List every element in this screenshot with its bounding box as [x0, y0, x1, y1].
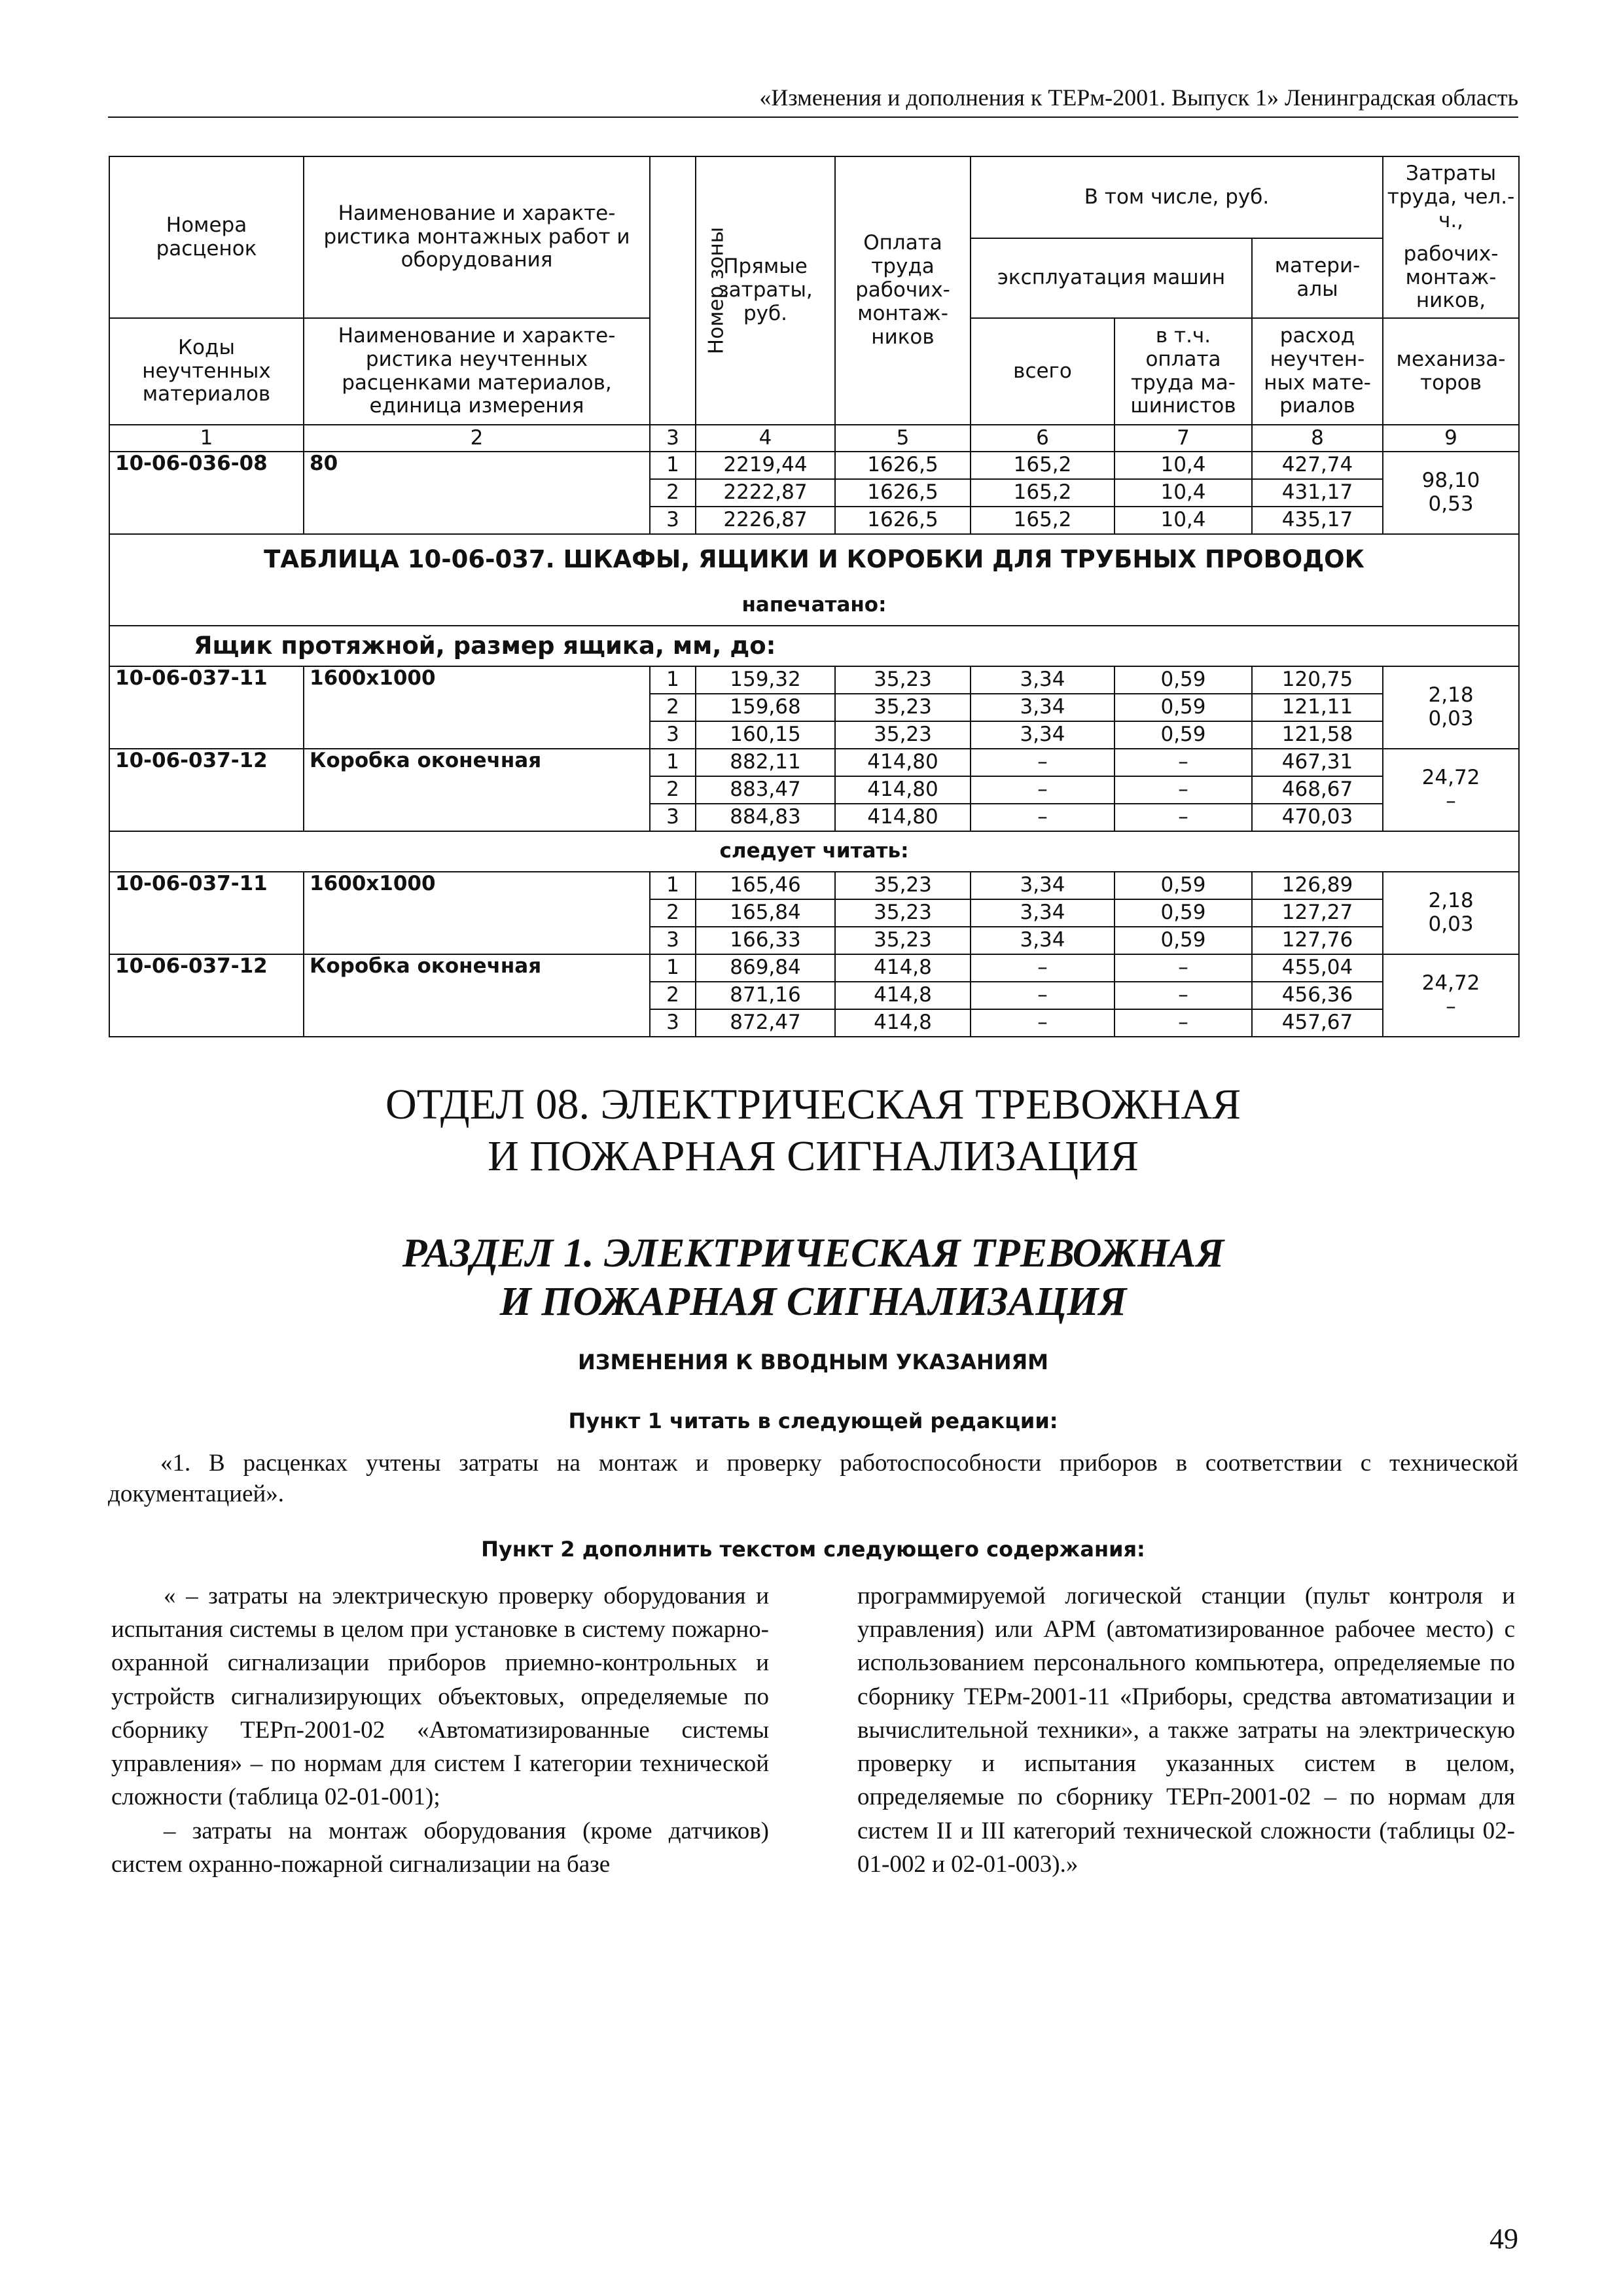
th-machinist-pay: в т.ч. оплата труда ма-шинистов	[1115, 318, 1252, 425]
machinist-pay: 10,4	[1115, 479, 1252, 507]
materials: 470,03	[1252, 804, 1383, 831]
materials: 457,67	[1252, 1009, 1383, 1037]
labor-pay: 414,8	[835, 982, 971, 1009]
box-label-row	[109, 626, 1519, 666]
direct-cost: 871,16	[696, 982, 835, 1009]
th-work-name: Наименование и характе-ристика монтажных работ и оборудования	[304, 156, 650, 318]
direct-cost: 165,84	[696, 899, 835, 927]
th-labor-pay: Оплата труда рабочих-монтаж-ников	[835, 156, 971, 425]
labor-installers: 2,18	[1428, 889, 1474, 913]
zone: 3	[650, 1009, 696, 1037]
direct-cost: 883,47	[696, 776, 835, 804]
labor-costs	[1383, 954, 1519, 1037]
labor-pay: 414,80	[835, 776, 971, 804]
labor-pay: 35,23	[835, 927, 971, 954]
th-labor-costs-top: Затраты труда, чел.-ч.,	[1383, 156, 1519, 238]
point1-text: «1. В расценках учтены затраты на монтаж и проверку работоспособности приборов в соответствии с технической документацией».	[108, 1450, 1518, 1508]
direct-cost: 159,68	[696, 694, 835, 721]
zone: 3	[650, 507, 696, 534]
section-title-line1: РАЗДЕЛ 1. ЭЛЕКТРИЧЕСКАЯ ТРЕВОЖНАЯ	[402, 1231, 1224, 1276]
materials: 431,17	[1252, 479, 1383, 507]
machines-total: –	[971, 776, 1115, 804]
labor-installers: 24,72	[1421, 971, 1480, 996]
labor-pay: 1626,5	[835, 507, 971, 534]
th-machine-operation: эксплуатация машин	[971, 238, 1252, 318]
direct-cost: 165,46	[696, 872, 835, 899]
direct-cost: 869,84	[696, 954, 835, 982]
machinist-pay: 0,59	[1115, 899, 1252, 927]
rate-code: 10-06-036-08	[109, 452, 304, 534]
text-column-right	[857, 1579, 1515, 1881]
department-title-line2: И ПОЖАРНАЯ СИГНАЛИЗАЦИЯ	[488, 1132, 1139, 1181]
direct-cost: 884,83	[696, 804, 835, 831]
labor-costs	[1383, 452, 1519, 534]
materials: 467,31	[1252, 749, 1383, 776]
materials: 455,04	[1252, 954, 1383, 982]
col-number: 6	[971, 425, 1115, 452]
direct-cost: 2222,87	[696, 479, 835, 507]
rate-code: 10-06-037-12	[109, 954, 304, 1037]
labor-pay: 35,23	[835, 872, 971, 899]
rate-name: 80	[304, 452, 650, 534]
machines-total: 165,2	[971, 507, 1115, 534]
materials: 121,58	[1252, 721, 1383, 749]
col-number: 3	[650, 425, 696, 452]
machinist-pay: 10,4	[1115, 452, 1252, 479]
labor-costs	[1383, 749, 1519, 831]
labor-mechanics: 0,03	[1428, 707, 1474, 730]
zone: 1	[650, 452, 696, 479]
direct-cost: 166,33	[696, 927, 835, 954]
direct-cost: 882,11	[696, 749, 835, 776]
col-number: 9	[1383, 425, 1519, 452]
machinist-pay: –	[1115, 982, 1252, 1009]
machinist-pay: 0,59	[1115, 666, 1252, 694]
table-row	[109, 954, 1519, 982]
labor-pay: 1626,5	[835, 452, 971, 479]
direct-cost: 160,15	[696, 721, 835, 749]
machines-total: 3,34	[971, 721, 1115, 749]
table-row	[109, 749, 1519, 776]
machines-total: –	[971, 982, 1115, 1009]
col-number: 1	[109, 425, 304, 452]
machinist-pay: –	[1115, 749, 1252, 776]
paragraph: программируемой логической станции (пульт контроля и управления) или АРМ (автоматизированное рабочее место) с использованием персонального компьютера, определяемые по сборнику ТЕРм-2001-11 «Приборы, средства автоматизации и вычислительной техники», а также затраты на электрическую проверку и испытания указанных систем в целом, определяемые по сборнику ТЕРп-2001-02 – по нормам для систем II и III категорий технической сложности (таблицы 02-01-002 и 02-01-003).»	[857, 1583, 1515, 1878]
zone: 1	[650, 954, 696, 982]
materials: 468,67	[1252, 776, 1383, 804]
labor-mechanics: 0,53	[1428, 492, 1474, 516]
changes-heading: ИЗМЕНЕНИЯ К ВВОДНЫМ УКАЗАНИЯМ	[577, 1350, 1049, 1374]
zone: 2	[650, 479, 696, 507]
zone: 1	[650, 666, 696, 694]
materials: 456,36	[1252, 982, 1383, 1009]
table-title-row	[109, 534, 1519, 585]
labor-costs	[1383, 872, 1519, 954]
point1-heading: Пункт 1 читать в следующей редакции:	[568, 1408, 1058, 1433]
page-number: 49	[1489, 2223, 1518, 2255]
text-column-left	[111, 1579, 769, 1881]
paragraph: « – затраты на электрическую проверку оборудования и испытания системы в целом при установке в систему пожарно-охранной сигнализации приборов приемно-контрольных и устройств сигнализирующих объектовых, определяемые по сборнику ТЕРп-2001-02 «Автоматизированные системы управления» – по нормам для систем I категории технической сложности (таблица 02-01-001);	[111, 1583, 769, 1811]
machines-total: 165,2	[971, 452, 1115, 479]
machines-total: –	[971, 749, 1115, 776]
box-label: Ящик протяжной, размер ящика, мм, до:	[109, 626, 1519, 666]
direct-cost: 872,47	[696, 1009, 835, 1037]
zone: 1	[650, 749, 696, 776]
labor-pay: 414,8	[835, 954, 971, 982]
direct-cost: 159,32	[696, 666, 835, 694]
machines-total: –	[971, 1009, 1115, 1037]
zone: 1	[650, 872, 696, 899]
rate-name: Коробка оконечная	[304, 749, 650, 831]
labor-mechanics: –	[1446, 995, 1456, 1018]
zone: 2	[650, 694, 696, 721]
labor-pay: 35,23	[835, 666, 971, 694]
printed-label-row	[109, 585, 1519, 626]
th-total: всего	[971, 318, 1115, 425]
machines-total: 3,34	[971, 899, 1115, 927]
machines-total: 3,34	[971, 872, 1115, 899]
materials: 435,17	[1252, 507, 1383, 534]
machinist-pay: –	[1115, 804, 1252, 831]
department-title-line1: ОТДЕЛ 08. ЭЛЕКТРИЧЕСКАЯ ТРЕВОЖНАЯ	[385, 1081, 1241, 1128]
th-workers-installers: рабочих-монтаж-ников,	[1383, 238, 1519, 318]
th-including: В том числе, руб.	[971, 156, 1383, 238]
col-number: 5	[835, 425, 971, 452]
th-material-codes: Коды неучтенных материалов	[109, 318, 304, 425]
should-read-label: следует читать:	[109, 831, 1519, 872]
machinist-pay: 10,4	[1115, 507, 1252, 534]
table-row	[109, 872, 1519, 899]
should-read-row	[109, 831, 1519, 872]
machines-total: 3,34	[971, 666, 1115, 694]
col-number: 8	[1252, 425, 1383, 452]
machinist-pay: 0,59	[1115, 927, 1252, 954]
zone: 3	[650, 927, 696, 954]
th-unaccounted-consumption: расход неучтен-ных мате-риалов	[1252, 318, 1383, 425]
rate-name: 1600х1000	[304, 666, 650, 749]
zone: 3	[650, 721, 696, 749]
paragraph: – затраты на монтаж оборудования (кроме датчиков) систем охранно-пожарной сигнализации на базе	[111, 1817, 769, 1878]
th-unaccounted-name: Наименование и характе-ристика неучтенных расценками материалов, единица измерения	[304, 318, 650, 425]
col-number: 7	[1115, 425, 1252, 452]
labor-pay: 35,23	[835, 721, 971, 749]
rate-code: 10-06-037-11	[109, 872, 304, 954]
materials: 120,75	[1252, 666, 1383, 694]
labor-costs	[1383, 666, 1519, 749]
machinist-pay: 0,59	[1115, 872, 1252, 899]
col-number: 2	[304, 425, 650, 452]
machinist-pay: 0,59	[1115, 721, 1252, 749]
materials: 126,89	[1252, 872, 1383, 899]
zone: 2	[650, 982, 696, 1009]
section-title-line2: И ПОЖАРНАЯ СИГНАЛИЗАЦИЯ	[499, 1280, 1127, 1325]
th-direct-costs: Прямые затраты, руб.	[696, 156, 835, 425]
labor-pay: 35,23	[835, 899, 971, 927]
section-title	[108, 1229, 1518, 1327]
zone: 2	[650, 776, 696, 804]
rate-code: 10-06-037-12	[109, 749, 304, 831]
zone: 3	[650, 804, 696, 831]
labor-pay: 35,23	[835, 694, 971, 721]
labor-mechanics: –	[1446, 789, 1456, 813]
rate-name: 1600х1000	[304, 872, 650, 954]
materials: 127,27	[1252, 899, 1383, 927]
labor-installers: 2,18	[1428, 683, 1474, 708]
machinist-pay: 0,59	[1115, 694, 1252, 721]
machines-total: –	[971, 954, 1115, 982]
column-numbers-row	[109, 425, 1519, 452]
running-header: «Изменения и дополнения к ТЕРм-2001. Выпуск 1» Ленинградская область	[108, 84, 1518, 118]
labor-pay: 414,80	[835, 804, 971, 831]
th-zone-number	[650, 156, 728, 425]
zone-number-label: Номер зоны	[704, 226, 728, 355]
table-row	[109, 666, 1519, 694]
machines-total: 3,34	[971, 694, 1115, 721]
th-mechanics: механиза-торов	[1383, 318, 1519, 425]
machines-total: –	[971, 804, 1115, 831]
labor-pay: 1626,5	[835, 479, 971, 507]
table-title: ТАБЛИЦА 10-06-037. ШКАФЫ, ЯЩИКИ И КОРОБКИ ДЛЯ ТРУБНЫХ ПРОВОДОК	[109, 534, 1519, 585]
labor-pay: 414,8	[835, 1009, 971, 1037]
rate-code: 10-06-037-11	[109, 666, 304, 749]
zone: 2	[650, 899, 696, 927]
materials: 427,74	[1252, 452, 1383, 479]
materials: 127,76	[1252, 927, 1383, 954]
direct-cost: 2226,87	[696, 507, 835, 534]
table-row	[109, 452, 1519, 479]
printed-label: напечатано:	[109, 585, 1519, 626]
th-materials: матери-алы	[1252, 238, 1383, 318]
th-rate-numbers: Номера расценок	[109, 156, 304, 318]
department-title	[108, 1079, 1518, 1182]
col-number: 4	[696, 425, 835, 452]
header-row-1	[109, 156, 1519, 238]
materials: 121,11	[1252, 694, 1383, 721]
labor-mechanics: 0,03	[1428, 912, 1474, 936]
labor-installers: 24,72	[1421, 766, 1480, 790]
point2-heading: Пункт 2 дополнить текстом следующего содержания:	[481, 1537, 1145, 1562]
direct-cost: 2219,44	[696, 452, 835, 479]
rates-table	[109, 156, 1520, 1037]
labor-pay: 414,80	[835, 749, 971, 776]
machinist-pay: –	[1115, 1009, 1252, 1037]
machines-total: 3,34	[971, 927, 1115, 954]
rate-name: Коробка оконечная	[304, 954, 650, 1037]
machinist-pay: –	[1115, 954, 1252, 982]
labor-installers: 98,10	[1421, 469, 1480, 493]
machinist-pay: –	[1115, 776, 1252, 804]
machines-total: 165,2	[971, 479, 1115, 507]
